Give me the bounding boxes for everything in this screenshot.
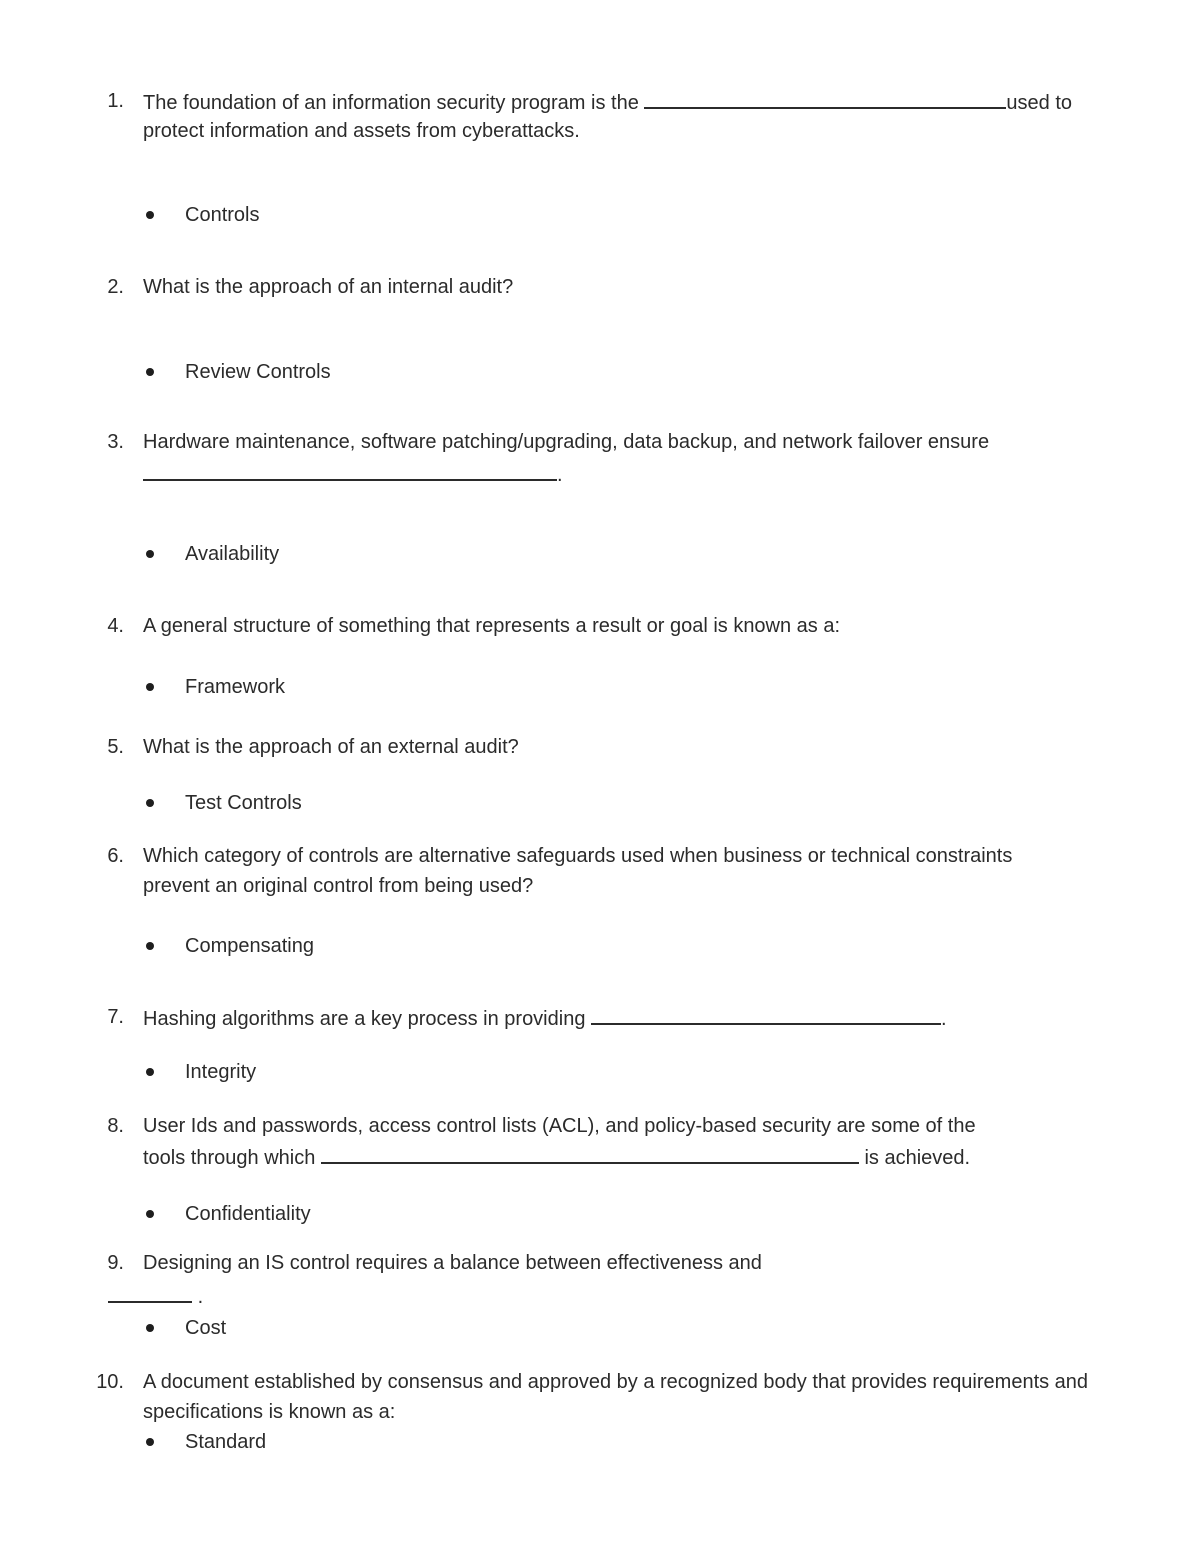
question-text: What is the approach of an internal audit? — [143, 276, 514, 298]
answer-text: Review Controls — [185, 361, 331, 383]
question-text: Hardware maintenance, software patching/upgrading, data backup, and network failover ensure — [143, 431, 990, 453]
question-number: 3. — [107, 431, 124, 453]
bullet-icon — [146, 683, 154, 691]
question-text: Designing an IS control requires a balance between effectiveness and — [143, 1252, 762, 1274]
question-text — [143, 1005, 947, 1031]
bullet-icon — [146, 1068, 154, 1076]
question-number: 7. — [107, 1006, 124, 1028]
answer-text: Availability — [185, 543, 280, 565]
answer-blank — [644, 89, 1006, 109]
question-number: 2. — [107, 276, 124, 298]
answer-text: Framework — [185, 676, 286, 698]
question-number: 9. — [107, 1252, 124, 1274]
question-number: 6. — [107, 845, 124, 867]
question-text: A document established by consensus and approved by a recognized body that provides requirements and — [143, 1371, 1089, 1393]
bullet-icon — [146, 799, 154, 807]
question-text-before-blank: The foundation of an information security program is the — [143, 92, 639, 114]
bullet-icon — [146, 550, 154, 558]
answer-text: Cost — [185, 1317, 227, 1339]
answer-text: Confidentiality — [185, 1203, 311, 1225]
bullet-icon — [146, 368, 154, 376]
question-text-line-2 — [108, 1283, 203, 1309]
answer-text: Test Controls — [185, 792, 302, 814]
question-text-after-blank: . — [941, 1008, 947, 1030]
question-number: 5. — [107, 736, 124, 758]
bullet-icon — [146, 942, 154, 950]
answer-blank — [143, 461, 557, 481]
answer-blank — [321, 1144, 859, 1164]
answer-blank — [591, 1005, 941, 1025]
bullet-icon — [146, 1438, 154, 1446]
question-text: Which category of controls are alternative safeguards used when business or technical constraints — [143, 845, 1013, 867]
answer-text: Standard — [185, 1431, 267, 1453]
question-text-line-2 — [143, 1144, 970, 1170]
answer-text: Controls — [185, 204, 260, 226]
question-text-after-blank: . — [197, 1286, 204, 1308]
question-text-after-blank: . — [557, 464, 563, 486]
question-text: User Ids and passwords, access control lists (ACL), and policy-based security are some of the — [143, 1115, 976, 1137]
question-text-line-2 — [143, 461, 563, 487]
bullet-icon — [146, 1324, 154, 1332]
question-text-line-2: prevent an original control from being used? — [143, 875, 534, 897]
question-text — [143, 89, 1072, 115]
question-number: 8. — [107, 1115, 124, 1137]
question-text-before-blank: tools through which — [143, 1147, 316, 1169]
question-text: What is the approach of an external audit? — [143, 736, 519, 758]
answer-text: Compensating — [185, 935, 314, 957]
question-number: 1. — [107, 90, 124, 112]
question-number: 10. — [96, 1371, 124, 1393]
answer-blank — [108, 1283, 192, 1303]
question-text-line-2: protect information and assets from cyberattacks. — [143, 120, 580, 142]
question-text: A general structure of something that represents a result or goal is known as a: — [143, 615, 841, 637]
question-text-after-blank: is achieved. — [864, 1147, 971, 1169]
question-text-after-blank: used to — [1006, 92, 1072, 114]
bullet-icon — [146, 1210, 154, 1218]
bullet-icon — [146, 211, 154, 219]
answer-text: Integrity — [185, 1061, 257, 1083]
question-text-before-blank: Hashing algorithms are a key process in providing — [143, 1008, 586, 1030]
question-number: 4. — [107, 615, 124, 637]
question-text-line-2: specifications is known as a: — [143, 1401, 396, 1423]
